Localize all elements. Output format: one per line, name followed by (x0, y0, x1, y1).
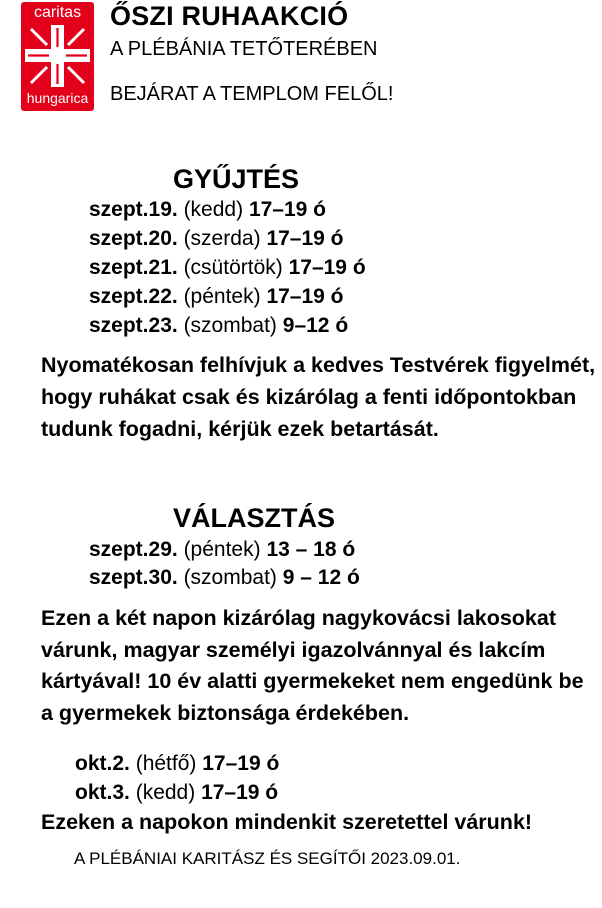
selection-row (89, 566, 360, 590)
row-time: 17–19 ó (248, 198, 326, 221)
row-date: szept.23. (89, 314, 178, 337)
row-time: 17–19 ó (202, 752, 280, 775)
collection-row (89, 285, 344, 309)
row-day: (kedd) (183, 198, 244, 221)
selection-row (89, 538, 355, 562)
footer-signature: A PLÉBÁNIAI KARITÁSZ ÉS SEGÍTŐI 2023.09.01. (74, 849, 461, 868)
row-date: szept.19. (89, 198, 178, 221)
row-day: (szombat) (183, 314, 277, 337)
row-time: 13 – 18 ó (266, 538, 356, 561)
collection-row (89, 314, 348, 338)
page-title: ŐSZI RUHAAKCIÓ (110, 1, 349, 31)
row-date: szept.30. (89, 566, 178, 589)
row-day: (szerda) (183, 227, 261, 250)
row-day: (péntek) (183, 538, 261, 561)
row-time: 9–12 ó (282, 314, 349, 337)
row-day: (kedd) (135, 781, 196, 804)
row-time: 17–19 ó (266, 227, 344, 250)
collection-title: GYŰJTÉS (173, 164, 300, 194)
collection-row (89, 198, 326, 222)
row-day: (szombat) (183, 566, 277, 589)
row-day: (hétfő) (135, 752, 197, 775)
row-date: okt.3. (75, 781, 130, 804)
closing-line: Ezeken a napokon mindenkit szeretettel várunk! (41, 810, 533, 834)
row-time: 17–19 ó (201, 781, 279, 804)
row-time: 17–19 ó (288, 256, 366, 279)
row-date: szept.21. (89, 256, 178, 279)
row-time: 17–19 ó (266, 285, 344, 308)
collection-row (89, 256, 366, 280)
collection-notice: Nyomatékosan felhívjuk a kedves Testvérek figyelmét, hogy ruhákat csak és kizárólag a fenti időpontokban tudunk fogadni, kérjük ezek betartását. (41, 353, 596, 441)
logo-top-text: caritas (33, 4, 82, 21)
row-date: okt.2. (75, 752, 130, 775)
row-time: 9 – 12 ó (282, 566, 360, 589)
caritas-logo (21, 2, 94, 111)
extra-row (75, 781, 278, 805)
page-subtitle: A PLÉBÁNIA TETŐTERÉBEN (110, 38, 378, 60)
entrance-note: BEJÁRAT A TEMPLOM FELŐL! (110, 83, 394, 105)
logo-bottom-text: hungarica (26, 90, 89, 106)
row-date: szept.20. (89, 227, 178, 250)
selection-title: VÁLASZTÁS (173, 503, 335, 533)
row-date: szept.29. (89, 538, 178, 561)
extra-row (75, 752, 279, 776)
row-day: (péntek) (183, 285, 261, 308)
collection-row (89, 227, 344, 251)
row-day: (csütörtök) (183, 256, 283, 279)
row-date: szept.22. (89, 285, 178, 308)
selection-notice: Ezen a két napon kizárólag nagykovácsi lakosokat várunk, magyar személyi igazolvánnyal és lakcím kártyával! 10 év alatti gyermekeket nem engedünk be a gyermekek biztonsága érdekében. (41, 606, 584, 725)
caritas-cross-icon (25, 25, 90, 87)
